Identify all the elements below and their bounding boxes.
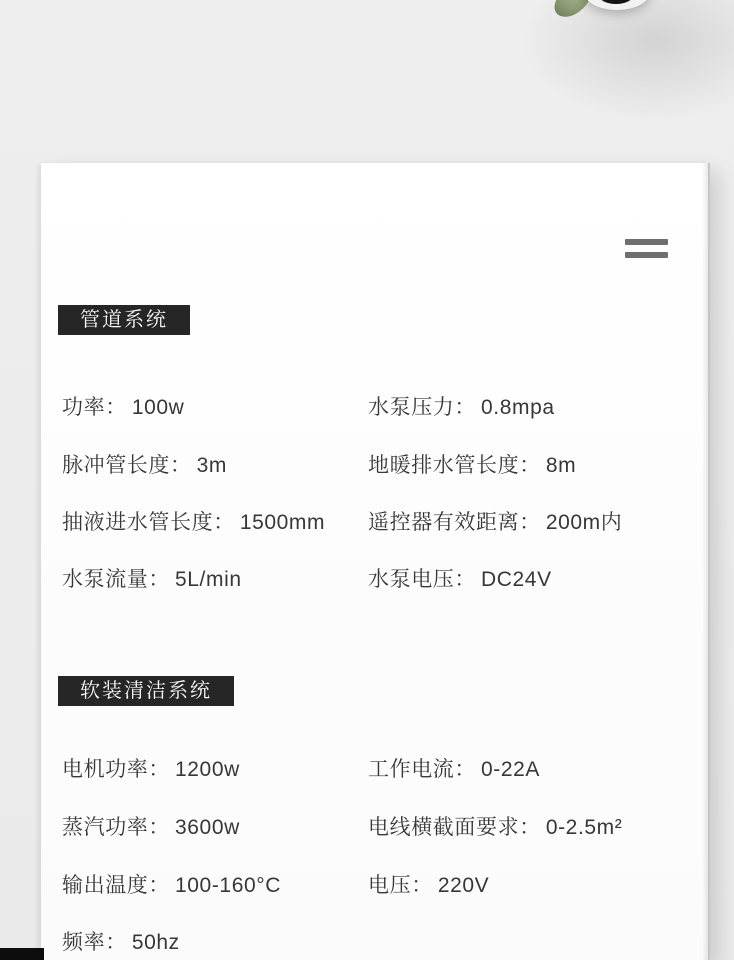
spec-frequency: [62, 928, 180, 958]
spec-value: 1500mm: [239, 511, 326, 534]
spec-label: 工作电流：: [368, 758, 476, 781]
spec-power: [62, 393, 184, 423]
section-title-pipeline-system: 管道系统: [58, 305, 190, 335]
spec-value: 100-160°C: [175, 874, 282, 897]
spec-value: 0-2.5m²: [545, 816, 623, 839]
spec-row: [41, 813, 708, 843]
spec-label: 水泵流量：: [62, 568, 170, 591]
spec-value: 0-22A: [481, 758, 541, 781]
section-title-soft-furnishing-cleaning-system: 软装清洁系统: [58, 676, 234, 706]
spec-working-current: [368, 755, 540, 785]
spec-remote-control-range: [368, 508, 622, 538]
plant-leaf: [548, 0, 596, 22]
spec-card: [41, 163, 710, 960]
spec-motor-power: [62, 755, 240, 785]
spec-value: 3600w: [175, 816, 240, 839]
spec-pump-pressure: [368, 393, 555, 423]
spec-row: [41, 451, 708, 481]
spec-label: 电线横截面要求：: [368, 816, 541, 839]
spec-value: 220V: [437, 874, 490, 897]
spec-value: 1200w: [175, 758, 240, 781]
spec-output-temperature: [62, 871, 281, 901]
spec-value: 5L/min: [175, 568, 242, 591]
spec-label: 频率：: [62, 931, 127, 954]
menu-icon: [625, 239, 668, 258]
spec-value: 200m内: [545, 511, 623, 534]
spec-label: 脉冲管长度：: [62, 454, 192, 477]
spec-label: 水泵电压：: [368, 568, 476, 591]
spec-row: [41, 928, 708, 958]
spec-label: 电压：: [368, 874, 433, 897]
spec-pump-voltage: [368, 565, 552, 595]
spec-wire-cross-section: [368, 813, 622, 843]
spec-label: 功率：: [62, 396, 127, 419]
spec-label: 地暖排水管长度：: [368, 454, 541, 477]
spec-value: DC24V: [481, 568, 552, 591]
spec-pulse-tube-length: [62, 451, 227, 481]
spec-label: 水泵压力：: [368, 396, 476, 419]
spec-row: [41, 755, 708, 785]
spec-row: [41, 565, 708, 595]
spec-steam-power: [62, 813, 240, 843]
spec-row: [41, 871, 708, 901]
spec-value: 8m: [545, 454, 577, 477]
spec-value: 0.8mpa: [481, 396, 555, 419]
spec-label: 遥控器有效距离：: [368, 511, 541, 534]
menu-icon-bar: [625, 252, 668, 258]
spec-row: [41, 508, 708, 538]
spec-pump-flow: [62, 565, 242, 595]
spec-floor-heating-drain-length: [368, 451, 576, 481]
spec-value: 100w: [131, 396, 185, 419]
spec-label: 蒸汽功率：: [62, 816, 170, 839]
spec-suction-inlet-length: [62, 508, 325, 538]
spec-label: 输出温度：: [62, 874, 170, 897]
next-photo-edge: [0, 948, 44, 960]
spec-value: 50hz: [131, 931, 180, 954]
spec-row: [41, 393, 708, 423]
menu-icon-bar: [625, 239, 668, 245]
spec-label: 电机功率：: [62, 758, 170, 781]
spec-voltage: [368, 871, 489, 901]
spec-label: 抽液进水管长度：: [62, 511, 235, 534]
spec-value: 3m: [196, 454, 227, 477]
